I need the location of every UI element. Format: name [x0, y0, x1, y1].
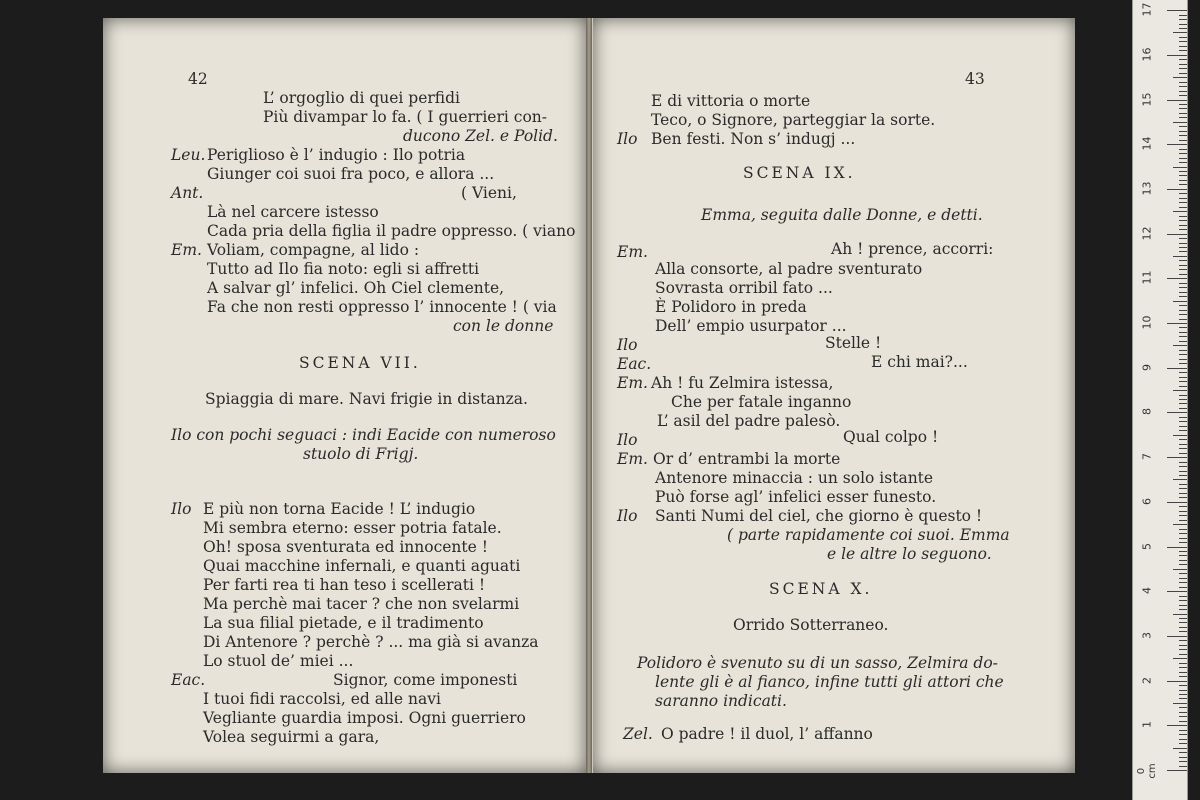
ruler-tick: [1179, 135, 1187, 136]
ruler-tick: [1179, 430, 1187, 431]
ruler-tick: [1179, 126, 1187, 127]
speaker: Eac.: [617, 355, 652, 373]
ruler-tick: [1179, 408, 1187, 409]
ruler-tick: [1179, 555, 1187, 556]
text-line: Di Antenore ? perchè ? ... ma già si avanza: [203, 633, 539, 651]
ruler-tick: [1179, 372, 1187, 373]
ruler-tick: [1179, 622, 1187, 623]
ruler-tick: [1179, 573, 1187, 574]
scene-heading: SCENA X.: [769, 580, 873, 598]
ruler-tick: [1179, 511, 1187, 512]
ruler-tick: [1179, 399, 1187, 400]
ruler-tick: [1179, 260, 1187, 261]
ruler-tick: [1173, 167, 1187, 168]
ruler-tick: [1179, 381, 1187, 382]
speaker: Ant.: [171, 184, 204, 202]
text-line: Giunger coi suoi fra poco, e allora ...: [207, 165, 495, 183]
text-line: Stelle !: [825, 334, 882, 352]
speaker: Zel.: [623, 725, 653, 743]
ruler-tick: [1167, 55, 1187, 56]
ruler-tick: [1173, 77, 1187, 78]
ruler-tick: [1179, 721, 1187, 722]
ruler-tick: [1179, 68, 1187, 69]
right-page: [592, 18, 1075, 773]
ruler-tick: [1179, 229, 1187, 230]
ruler-tick: [1179, 417, 1187, 418]
stage-direction: Ilo con pochi seguaci : indi Eacide con numeroso: [171, 426, 556, 444]
ruler-tick: [1179, 305, 1187, 306]
ruler-tick: [1179, 269, 1187, 270]
ruler-tick: [1179, 251, 1187, 252]
ruler-tick: [1179, 332, 1187, 333]
text-line: Voliam, compagne, al lido :: [207, 241, 420, 259]
ruler-tick: [1179, 95, 1187, 96]
ruler-tick: [1179, 193, 1187, 194]
speaker: Leu.: [171, 146, 206, 164]
ruler-tick: [1179, 19, 1187, 20]
ruler-tick: [1179, 292, 1187, 293]
ruler-tick: [1173, 435, 1187, 436]
ruler-tick: [1179, 354, 1187, 355]
ruler-tick: [1179, 645, 1187, 646]
ruler-tick: [1179, 690, 1187, 691]
ruler-tick: [1179, 605, 1187, 606]
ruler-number: 12: [1140, 226, 1154, 241]
text-line: A salvar gl’ infelici. Oh Ciel clemente,: [207, 279, 505, 297]
ruler-tick: [1179, 676, 1187, 677]
ruler-tick: [1179, 28, 1187, 29]
text-line: La sua filial pietade, e il tradimento: [203, 614, 484, 632]
ruler-tick: [1173, 256, 1187, 257]
ruler-tick: [1179, 667, 1187, 668]
text-line: Tutto ad Ilo fia noto: egli si affretti: [207, 260, 480, 278]
ruler-tick: [1167, 636, 1187, 637]
ruler-tick: [1179, 336, 1187, 337]
ruler-tick: [1167, 323, 1187, 324]
ruler-number: 10: [1140, 315, 1154, 330]
text-line: Dell’ empio usurpator ...: [655, 317, 847, 335]
ruler-tick: [1179, 707, 1187, 708]
ruler-tick: [1179, 730, 1187, 731]
stage-direction: e le altre lo seguono.: [827, 545, 992, 563]
ruler-tick: [1179, 216, 1187, 217]
ruler-tick: [1179, 596, 1187, 597]
text-line: Alla consorte, al padre sventurato: [655, 260, 923, 278]
measurement-ruler: [1132, 0, 1188, 800]
ruler-tick: [1179, 108, 1187, 109]
ruler-number: 3: [1140, 631, 1154, 639]
ruler-tick: [1173, 524, 1187, 525]
ruler-tick: [1179, 341, 1187, 342]
ruler-tick: [1179, 497, 1187, 498]
ruler-number: 11: [1140, 270, 1154, 285]
ruler-tick: [1173, 703, 1187, 704]
ruler-tick: [1179, 587, 1187, 588]
ruler-tick: [1179, 82, 1187, 83]
ruler-tick: [1179, 609, 1187, 610]
speaker: Eac.: [171, 671, 206, 689]
text-line: Ah ! fu Zelmira istessa,: [651, 374, 834, 392]
ruler-tick: [1179, 91, 1187, 92]
ruler-tick: [1179, 24, 1187, 25]
text-line: ducono Zel. e Polid.: [403, 127, 558, 145]
ruler-tick: [1173, 122, 1187, 123]
text-line: Antenore minaccia : un solo istante: [655, 469, 934, 487]
text-line: Cada pria della figlia il padre oppresso. ( viano: [207, 222, 576, 240]
text-line: Vegliante guardia imposi. Ogni guerriero: [203, 709, 526, 727]
speaker: Ilo: [617, 130, 638, 148]
ruler-tick: [1179, 739, 1187, 740]
ruler-tick: [1179, 377, 1187, 378]
ruler-tick: [1179, 649, 1187, 650]
text-line: L’ asil del padre palesò.: [657, 412, 841, 430]
ruler-tick: [1167, 547, 1187, 548]
ruler-tick: [1167, 234, 1187, 235]
stage-direction: ( parte rapidamente coi suoi. Emma: [727, 526, 1010, 544]
ruler-tick: [1179, 296, 1187, 297]
ruler-tick: [1179, 247, 1187, 248]
ruler-tick: [1179, 533, 1187, 534]
ruler-tick: [1179, 180, 1187, 181]
stage-direction: Emma, seguita dalle Donne, e detti.: [701, 206, 983, 224]
ruler-tick: [1179, 283, 1187, 284]
speaker: Ilo: [171, 500, 192, 518]
ruler-tick: [1179, 117, 1187, 118]
ruler-tick: [1179, 506, 1187, 507]
ruler-tick: [1179, 564, 1187, 565]
speaker: Ilo: [617, 431, 638, 449]
ruler-tick: [1179, 265, 1187, 266]
speaker: Em.: [617, 243, 648, 261]
text-line: E più non torna Eacide ! L’ indugio: [203, 500, 476, 518]
ruler-tick: [1179, 140, 1187, 141]
ruler-tick: [1179, 542, 1187, 543]
ruler-tick: [1179, 448, 1187, 449]
ruler-tick: [1179, 618, 1187, 619]
ruler-tick: [1167, 725, 1187, 726]
ruler-tick: [1173, 301, 1187, 302]
speaker: Em.: [617, 450, 648, 468]
text-line: con le donne: [453, 317, 554, 335]
ruler-tick: [1179, 475, 1187, 476]
ruler-tick: [1179, 73, 1187, 74]
stage-direction: stuolo di Frigj.: [303, 445, 419, 463]
text-line: Qual colpo !: [843, 428, 939, 446]
ruler-tick: [1179, 685, 1187, 686]
text-line: È Polidoro in preda: [655, 298, 807, 316]
ruler-tick: [1179, 631, 1187, 632]
ruler-tick: [1179, 444, 1187, 445]
ruler-tick: [1167, 457, 1187, 458]
ruler-tick: [1167, 10, 1187, 11]
ruler-tick: [1179, 734, 1187, 735]
ruler-tick: [1173, 479, 1187, 480]
scene-heading: SCENA IX.: [743, 164, 856, 182]
ruler-tick: [1167, 144, 1187, 145]
ruler-tick: [1179, 600, 1187, 601]
text-line: Volea seguirmi a gara,: [203, 728, 380, 746]
ruler-tick: [1179, 359, 1187, 360]
ruler-tick: [1179, 15, 1187, 16]
text-line: Santi Numi del ciel, che giorno è questo !: [655, 507, 983, 525]
left-page: [103, 18, 587, 773]
ruler-number: 13: [1140, 181, 1154, 196]
ruler-tick: [1179, 403, 1187, 404]
ruler-tick: [1179, 421, 1187, 422]
ruler-tick: [1179, 395, 1187, 396]
ruler-tick: [1179, 462, 1187, 463]
ruler-number: 8: [1140, 408, 1154, 416]
ruler-tick: [1179, 766, 1187, 767]
ruler-tick: [1167, 681, 1187, 682]
ruler-tick: [1179, 582, 1187, 583]
ruler-tick: [1179, 158, 1187, 159]
ruler-tick: [1179, 716, 1187, 717]
speaker: Ilo: [617, 336, 638, 354]
text-line: E chi mai?...: [871, 353, 968, 371]
scene-setting: Orrido Sotterraneo.: [733, 616, 889, 634]
text-line: I tuoi fidi raccolsi, ed alle navi: [203, 690, 441, 708]
page-number: 43: [965, 70, 985, 88]
scene-setting: Spiaggia di mare. Navi frigie in distanza.: [205, 390, 528, 408]
ruler-tick: [1179, 64, 1187, 65]
text-line: Ben festi. Non s’ indugj ...: [651, 130, 856, 148]
ruler-number: 4: [1140, 587, 1154, 595]
ruler-tick: [1179, 162, 1187, 163]
ruler-tick: [1179, 471, 1187, 472]
ruler-tick: [1179, 314, 1187, 315]
speaker: Em.: [617, 374, 648, 392]
ruler-tick: [1179, 274, 1187, 275]
ruler-tick: [1179, 363, 1187, 364]
stage-direction: lente gli è al fianco, infine tutti gli attori che: [655, 673, 1004, 691]
ruler-number: 9: [1140, 363, 1154, 371]
ruler-tick: [1179, 453, 1187, 454]
ruler-number: 14: [1140, 136, 1154, 151]
ruler-tick: [1179, 319, 1187, 320]
ruler-tick: [1179, 37, 1187, 38]
speaker: Em.: [171, 241, 202, 259]
ruler-tick: [1167, 412, 1187, 413]
ruler-tick: [1179, 327, 1187, 328]
ruler-tick: [1179, 220, 1187, 221]
ruler-tick: [1167, 368, 1187, 369]
ruler-tick: [1173, 658, 1187, 659]
text-line: Lo stuol de’ miei ...: [203, 652, 354, 670]
text-line: Ah ! prence, accorri:: [831, 240, 994, 258]
ruler-number: 7: [1140, 453, 1154, 461]
ruler-tick: [1179, 694, 1187, 695]
text-line: Là nel carcere istesso: [207, 203, 379, 221]
ruler-tick: [1167, 278, 1187, 279]
text-line: Fa che non resti oppresso l’ innocente ! ( via: [207, 298, 557, 316]
ruler-tick: [1179, 153, 1187, 154]
ruler-tick: [1179, 757, 1187, 758]
ruler-tick: [1179, 439, 1187, 440]
ruler-tick: [1167, 770, 1187, 771]
ruler-tick: [1179, 529, 1187, 530]
ruler-tick: [1179, 578, 1187, 579]
ruler-tick: [1179, 538, 1187, 539]
ruler-tick: [1179, 310, 1187, 311]
ruler-tick: [1179, 198, 1187, 199]
ruler-tick: [1179, 698, 1187, 699]
text-line: ( Vieni,: [461, 184, 517, 202]
text-line: Teco, o Signore, parteggiar la sorte.: [651, 111, 936, 129]
ruler-tick: [1179, 207, 1187, 208]
page-number: 42: [188, 70, 208, 88]
text-line: O padre ! il duol, l’ affanno: [661, 725, 873, 743]
text-line: Per farti rea ti han teso i scellerati !: [203, 576, 486, 594]
ruler-tick: [1179, 672, 1187, 673]
ruler-tick: [1179, 86, 1187, 87]
stage-direction: saranno indicati.: [655, 692, 787, 710]
ruler-tick: [1173, 390, 1187, 391]
ruler-tick: [1179, 175, 1187, 176]
ruler-tick: [1179, 202, 1187, 203]
ruler-tick: [1179, 551, 1187, 552]
ruler-tick: [1173, 569, 1187, 570]
ruler-number: 15: [1140, 92, 1154, 106]
ruler-tick: [1179, 104, 1187, 105]
scene-heading: SCENA VII.: [299, 354, 421, 372]
ruler-tick: [1179, 131, 1187, 132]
ruler-tick: [1179, 560, 1187, 561]
ruler-tick: [1179, 654, 1187, 655]
ruler-tick: [1179, 663, 1187, 664]
ruler-tick: [1179, 113, 1187, 114]
ruler-tick: [1167, 189, 1187, 190]
ruler-tick: [1179, 50, 1187, 51]
ruler-tick: [1179, 184, 1187, 185]
ruler-tick: [1179, 243, 1187, 244]
ruler-number: 6: [1140, 497, 1154, 505]
ruler-tick: [1167, 100, 1187, 101]
ruler-tick: [1179, 640, 1187, 641]
ruler-number: 2: [1140, 676, 1154, 684]
ruler-tick: [1179, 484, 1187, 485]
ruler-tick: [1179, 149, 1187, 150]
text-line: Ma perchè mai tacer ? che non svelarmi: [203, 595, 520, 613]
text-line: Mi sembra eterno: esser potria fatale.: [203, 519, 502, 537]
ruler-tick: [1179, 515, 1187, 516]
text-line: Quai macchine infernali, e quanti aguati: [203, 557, 521, 575]
text-line: Sovrasta orribil fato ...: [655, 279, 833, 297]
text-line: Signor, come imponesti: [333, 671, 518, 689]
ruler-tick: [1179, 238, 1187, 239]
ruler-number: 16: [1140, 47, 1154, 62]
ruler-tick: [1179, 712, 1187, 713]
ruler-tick: [1173, 32, 1187, 33]
text-line: Più divampar lo fa. ( I guerrieri con-: [263, 108, 547, 126]
ruler-tick: [1179, 386, 1187, 387]
ruler-tick: [1179, 41, 1187, 42]
ruler-tick: [1167, 591, 1187, 592]
ruler-tick: [1173, 614, 1187, 615]
ruler-number: 17: [1140, 2, 1154, 17]
ruler-tick: [1173, 748, 1187, 749]
text-line: Che per fatale inganno: [671, 393, 852, 411]
ruler-tick: [1179, 520, 1187, 521]
text-line: L’ orgoglio di quei perfidi: [263, 89, 461, 107]
text-line: E di vittoria o morte: [651, 92, 811, 110]
text-line: Or d’ entrambi la morte: [653, 450, 841, 468]
ruler-tick: [1179, 171, 1187, 172]
ruler-tick: [1179, 59, 1187, 60]
ruler-tick: [1179, 488, 1187, 489]
text-line: Periglioso è l’ indugio : Ilo potria: [207, 146, 466, 164]
ruler-number: 5: [1140, 542, 1154, 550]
ruler-tick: [1179, 466, 1187, 467]
text-line: Può forse agl’ infelici esser funesto.: [655, 488, 937, 506]
ruler-tick: [1179, 287, 1187, 288]
ruler-tick: [1179, 493, 1187, 494]
ruler-tick: [1167, 502, 1187, 503]
ruler-tick: [1179, 627, 1187, 628]
ruler-tick: [1173, 345, 1187, 346]
ruler-tick: [1179, 743, 1187, 744]
stage-direction: Polidoro è svenuto su di un sasso, Zelmira do-: [637, 654, 998, 672]
ruler-tick: [1179, 350, 1187, 351]
ruler-tick: [1179, 761, 1187, 762]
ruler-unit-label: 0 cm: [1136, 763, 1158, 779]
ruler-tick: [1179, 752, 1187, 753]
ruler-tick: [1179, 225, 1187, 226]
ruler-tick: [1179, 426, 1187, 427]
text-line: Oh! sposa sventurata ed innocente !: [203, 538, 488, 556]
ruler-number: 1: [1140, 721, 1154, 729]
ruler-tick: [1179, 46, 1187, 47]
ruler-tick: [1173, 211, 1187, 212]
speaker: Ilo: [617, 507, 638, 525]
